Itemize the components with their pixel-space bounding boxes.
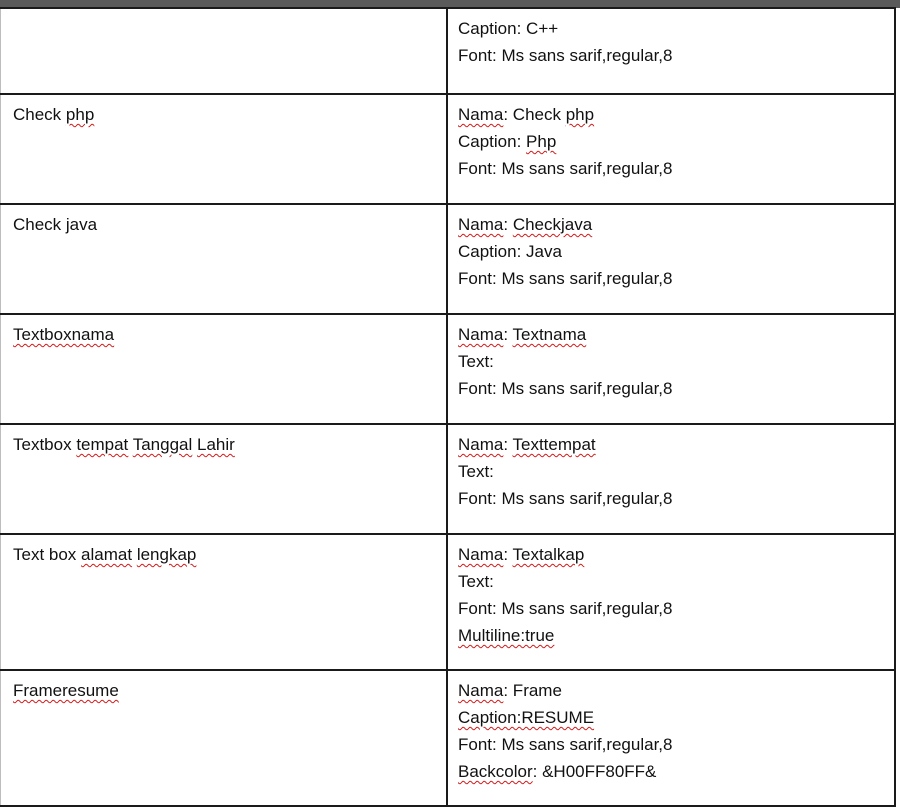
misspelled-word: Nama xyxy=(458,435,504,454)
control-properties-cell[interactable] xyxy=(447,424,895,534)
control-properties-cell[interactable] xyxy=(447,94,895,204)
text-segment: Check java xyxy=(13,215,98,234)
text-segment: Font: Ms sans sarif,regular,8 xyxy=(458,269,673,288)
text-line xyxy=(458,485,884,512)
control-name-cell[interactable] xyxy=(1,670,448,806)
control-name-cell[interactable] xyxy=(1,314,448,424)
control-properties-cell[interactable] xyxy=(447,534,895,670)
text-line xyxy=(458,622,884,649)
control-name-cell[interactable] xyxy=(1,534,448,670)
text-segment: Text: xyxy=(458,572,494,591)
text-segment: Textbox xyxy=(13,435,77,454)
text-segment: Font: Ms sans sarif,regular,8 xyxy=(458,159,673,178)
text-line xyxy=(458,15,884,42)
misspelled-word: Frameresume xyxy=(13,681,119,700)
text-segment: Font: Ms sans sarif,regular,8 xyxy=(458,489,673,508)
text-line xyxy=(13,541,436,568)
text-segment: : xyxy=(503,325,513,344)
misspelled-word: Textboxnama xyxy=(13,325,115,344)
table-row xyxy=(1,8,896,94)
text-segment: : xyxy=(503,215,513,234)
table-row xyxy=(1,94,896,204)
misspelled-word: Checkjava xyxy=(512,215,593,234)
text-line xyxy=(458,238,884,265)
misspelled-word: Nama xyxy=(458,105,504,124)
table-row xyxy=(1,534,896,670)
misspelled-word: Textnama xyxy=(512,325,587,344)
control-properties-cell[interactable] xyxy=(447,670,895,806)
misspelled-word: Php xyxy=(526,132,557,151)
text-segment: Text: xyxy=(458,352,494,371)
text-line xyxy=(458,42,884,69)
misspelled-word: php xyxy=(65,105,95,124)
text-line xyxy=(458,541,884,568)
misspelled-word: tempat xyxy=(76,435,129,454)
text-line xyxy=(13,211,436,238)
text-line xyxy=(458,265,884,292)
text-line xyxy=(458,758,884,785)
text-line xyxy=(458,128,884,155)
misspelled-word: Caption:RESUME xyxy=(458,708,595,727)
table-row xyxy=(1,204,896,314)
control-properties-cell[interactable] xyxy=(447,314,895,424)
misspelled-word: Tanggal xyxy=(132,435,193,454)
text-segment: : xyxy=(503,545,513,564)
text-line xyxy=(13,321,436,348)
text-line xyxy=(458,458,884,485)
text-segment: : Frame xyxy=(503,681,562,700)
misspelled-word: Nama xyxy=(458,545,504,564)
misspelled-word: Nama xyxy=(458,681,504,700)
text-segment: : Check xyxy=(503,105,566,124)
control-name-cell[interactable] xyxy=(1,94,448,204)
misspelled-word: Textalkap xyxy=(512,545,585,564)
text-segment: Text box xyxy=(13,545,82,564)
control-name-cell[interactable] xyxy=(1,204,448,314)
misspelled-word: Nama xyxy=(458,325,504,344)
text-line xyxy=(458,211,884,238)
table-row xyxy=(1,424,896,534)
text-line xyxy=(13,101,436,128)
text-segment: Font: Ms sans sarif,regular,8 xyxy=(458,599,673,618)
text-segment: : xyxy=(503,435,513,454)
table-row xyxy=(1,314,896,424)
text-segment: Font: Ms sans sarif,regular,8 xyxy=(458,379,673,398)
table-body xyxy=(1,8,896,806)
control-name-cell[interactable] xyxy=(1,424,448,534)
text-line xyxy=(458,595,884,622)
text-line xyxy=(458,348,884,375)
text-line xyxy=(458,321,884,348)
text-line xyxy=(458,704,884,731)
text-segment: Caption: Java xyxy=(458,242,562,261)
text-segment: Caption: C++ xyxy=(458,19,559,38)
text-line xyxy=(458,155,884,182)
text-segment: Text: xyxy=(458,462,494,481)
misspelled-word: Nama xyxy=(458,215,504,234)
text-line xyxy=(458,568,884,595)
table-row xyxy=(1,670,896,806)
control-properties-cell[interactable] xyxy=(447,8,895,94)
misspelled-word: Multiline:true xyxy=(458,626,555,645)
control-properties-cell[interactable] xyxy=(447,204,895,314)
text-segment: Font: Ms sans sarif,regular,8 xyxy=(458,735,673,754)
text-line xyxy=(458,731,884,758)
text-line xyxy=(458,101,884,128)
misspelled-word: lengkap xyxy=(136,545,197,564)
text-segment: Font: Ms sans sarif,regular,8 xyxy=(458,46,673,65)
properties-table xyxy=(0,7,896,807)
control-name-cell[interactable] xyxy=(1,8,448,94)
misspelled-word: php xyxy=(565,105,595,124)
misspelled-word: alamat xyxy=(81,545,133,564)
text-line xyxy=(13,677,436,704)
text-line xyxy=(458,431,884,458)
text-line xyxy=(458,677,884,704)
text-segment: Caption: xyxy=(458,132,527,151)
text-segment: Check xyxy=(13,105,66,124)
misspelled-word: Lahir xyxy=(197,435,235,454)
misspelled-word: Texttempat xyxy=(512,435,596,454)
text-segment: : &H00FF80FF& xyxy=(532,762,657,781)
misspelled-word: Backcolor xyxy=(458,762,533,781)
text-line xyxy=(458,375,884,402)
text-line xyxy=(13,431,436,458)
